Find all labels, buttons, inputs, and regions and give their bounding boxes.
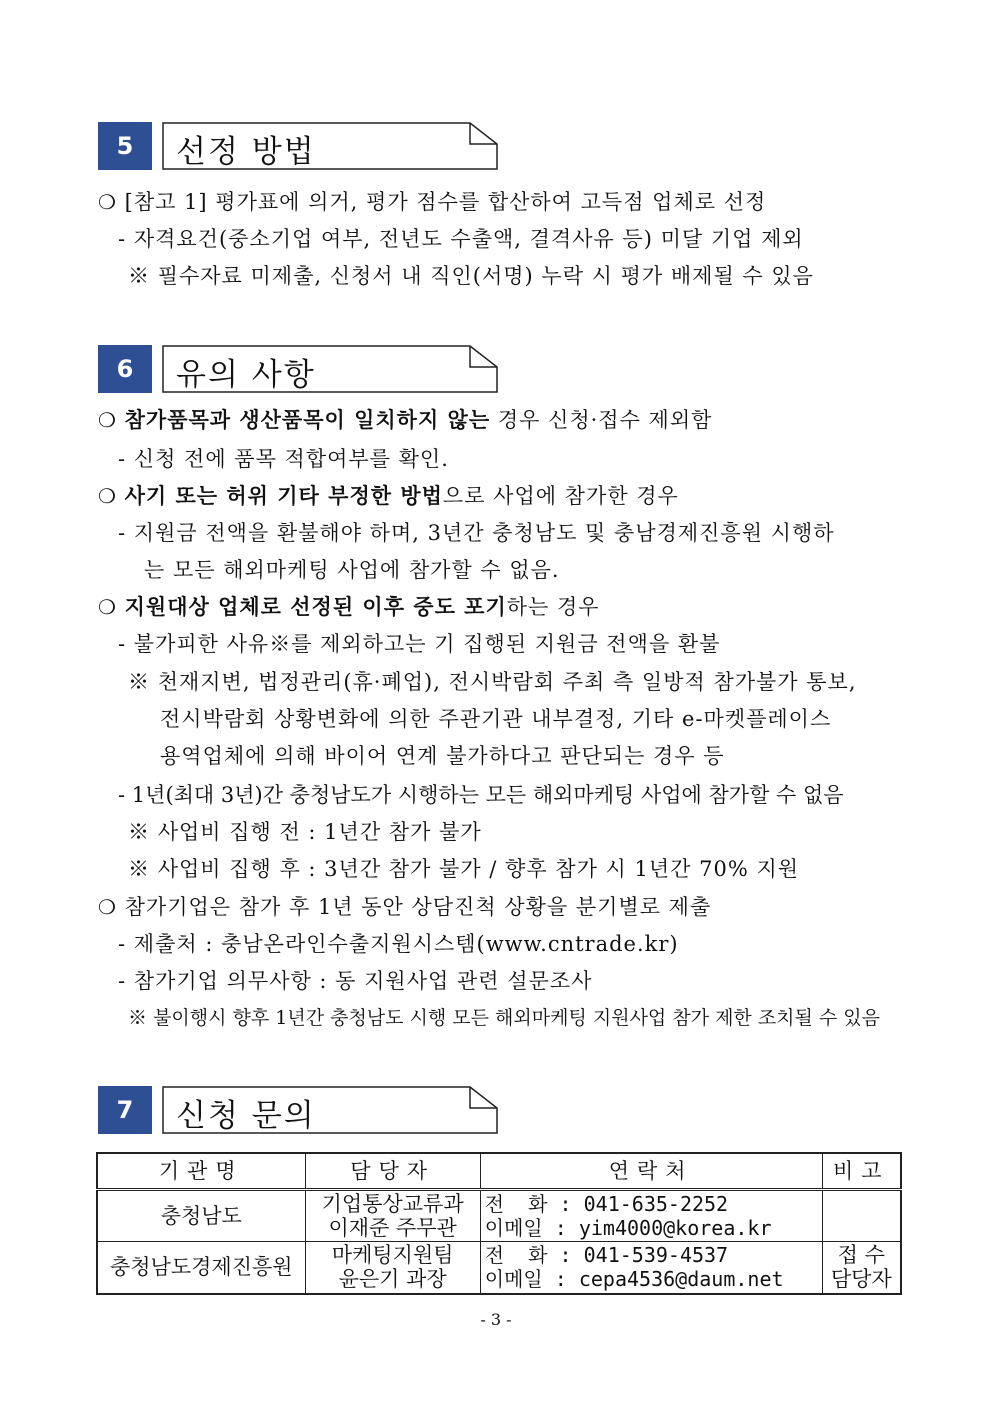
body-text: 제출처 : 충남온라인수출지원시스템(www.cntrade.kr) — [133, 932, 679, 956]
circle-bullet-icon: ❍ — [98, 484, 117, 508]
phone: 전 화 : 041-635-2252 — [484, 1192, 729, 1216]
page-number: - 3 - — [480, 1310, 512, 1329]
body-text: 전시박람회 상황변화에 의한 주관기관 내부결정, 기타 e-마켓플레이스 — [160, 707, 832, 731]
dash-bullet-icon: - — [118, 447, 127, 471]
section-number: 5 — [98, 122, 152, 170]
department: 마케팅지원팀 — [331, 1243, 454, 1268]
body-line — [128, 817, 482, 847]
body-text: 지원금 전액을 환불해야 하며, 3년간 충청남도 및 충남경제진흥원 시행하 — [133, 521, 835, 545]
header-contact: 연락처 — [480, 1153, 822, 1190]
bold-text: 지원대상 업체로 선정된 이후 중도 포기 — [124, 594, 507, 619]
email[interactable]: 이메일 : cepa4536@daum.net — [484, 1267, 784, 1292]
body-text: 사업비 집행 전 : 1년간 참가 불가 — [157, 820, 482, 844]
body-line — [98, 481, 679, 511]
dash-bullet-icon: - — [118, 783, 126, 807]
body-line — [98, 892, 711, 922]
phone: 전 화 : 041-539-4537 — [484, 1243, 729, 1268]
body-line — [118, 929, 679, 959]
body-text: 참가기업 의무사항 : 동 지원사업 관련 설문조사 — [133, 969, 593, 993]
body-line — [98, 592, 600, 622]
body-text: 필수자료 미제출, 신청서 내 직인(서명) 누락 시 평가 배제될 수 있음 — [157, 264, 814, 288]
bold-text: 사기 또는 허위 기타 부정한 방법 — [124, 483, 443, 508]
table-row — [97, 1190, 901, 1242]
body-text: 1년(최대 3년)간 충청남도가 시행하는 모든 해외마케팅 사업에 참가할 수 없음 — [131, 783, 844, 807]
body-line — [128, 667, 857, 697]
body-text: 천재지변, 법정관리(휴·폐업), 전시박람회 주최 측 일방적 참가불가 통보, — [157, 670, 857, 694]
note-cell — [822, 1190, 901, 1242]
body-line — [160, 704, 831, 734]
note-cell: 접 수 담당자 — [822, 1242, 901, 1294]
person-cell — [305, 1242, 480, 1294]
body-text: 참가기업은 참가 후 1년 동안 상담진척 상황을 분기별로 제출 — [124, 895, 712, 919]
header-org: 기관명 — [97, 1153, 305, 1190]
circle-bullet-icon: ❍ — [98, 595, 117, 619]
section-number: 6 — [98, 345, 152, 393]
person-name: 윤은기 과장 — [338, 1267, 447, 1292]
reference-mark-icon: ※ — [128, 857, 150, 881]
contact-cell — [480, 1190, 822, 1242]
section-title-box — [162, 1086, 498, 1134]
header-note: 비고 — [822, 1153, 901, 1190]
bold-text: 참가품목과 생산품목이 일치하지 않는 — [124, 407, 491, 432]
body-text: 용역업체에 의해 바이어 연계 불가하다고 판단되는 경우 등 — [160, 744, 725, 768]
person-cell — [305, 1190, 480, 1242]
org-cell: 충청남도경제진흥원 — [97, 1242, 305, 1294]
body-text: 는 모든 해외마케팅 사업에 참가할 수 없음. — [144, 558, 560, 582]
circle-bullet-icon: ❍ — [98, 895, 117, 919]
person-name: 이재준 주무관 — [328, 1216, 457, 1240]
email[interactable]: 이메일 : yim4000@korea.kr — [484, 1216, 772, 1240]
dash-bullet-icon: - — [118, 227, 127, 251]
body-text: 사업비 집행 후 : 3년간 참가 불가 / 향후 참가 시 1년간 70% 지원 — [157, 857, 800, 881]
dash-bullet-icon: - — [118, 521, 127, 545]
table-row — [97, 1242, 901, 1294]
contact-table — [96, 1152, 902, 1295]
section-title-box — [162, 122, 498, 170]
header-person: 담당자 — [305, 1153, 480, 1190]
reference-mark-icon: ※ — [128, 264, 150, 288]
body-text: 불가피한 사유※를 제외하고는 기 집행된 지원금 전액을 환불 — [133, 632, 721, 656]
body-line — [118, 629, 720, 659]
body-text: 하는 경우 — [506, 595, 600, 619]
reference-mark-icon: ※ — [128, 670, 150, 694]
body-text: 불이행시 향후 1년간 충청남도 시행 모든 해외마케팅 지원사업 참가 제한 조치될 수 있음 — [153, 1007, 881, 1029]
body-text: 으로 사업에 참가한 경우 — [442, 484, 679, 508]
department: 기업통상교류과 — [321, 1192, 464, 1216]
body-line — [98, 187, 766, 217]
body-line — [118, 444, 449, 474]
section-title: 선정 방법 — [176, 134, 316, 170]
body-line — [128, 854, 799, 884]
body-line — [118, 518, 835, 548]
circle-bullet-icon: ❍ — [98, 408, 117, 432]
body-text: 경우 신청·접수 제외함 — [490, 408, 713, 432]
body-line — [118, 224, 804, 254]
body-line — [144, 555, 560, 585]
contact-cell — [480, 1242, 822, 1294]
body-text: 신청 전에 품목 적합여부를 확인. — [133, 447, 449, 471]
dash-bullet-icon: - — [118, 632, 127, 656]
body-line — [128, 1003, 880, 1033]
dash-bullet-icon: - — [118, 969, 127, 993]
org-cell: 충청남도 — [97, 1190, 305, 1242]
section-title-box — [162, 345, 498, 393]
body-line — [118, 780, 844, 810]
body-line — [160, 741, 725, 771]
section-title: 유의 사항 — [176, 357, 316, 393]
body-text: [참고 1] 평가표에 의거, 평가 점수를 합산하여 고득점 업체로 선정 — [124, 190, 767, 214]
dash-bullet-icon: - — [118, 932, 127, 956]
circle-bullet-icon: ❍ — [98, 190, 117, 214]
reference-mark-icon: ※ — [128, 820, 150, 844]
body-line — [98, 405, 712, 435]
reference-mark-icon: ※ — [128, 1007, 148, 1029]
body-line — [128, 261, 814, 291]
section-title: 신청 문의 — [176, 1098, 316, 1134]
body-text: 자격요건(중소기업 여부, 전년도 수출액, 결격사유 등) 미달 기업 제외 — [133, 227, 804, 251]
section-number: 7 — [98, 1086, 152, 1134]
body-line — [118, 966, 592, 996]
